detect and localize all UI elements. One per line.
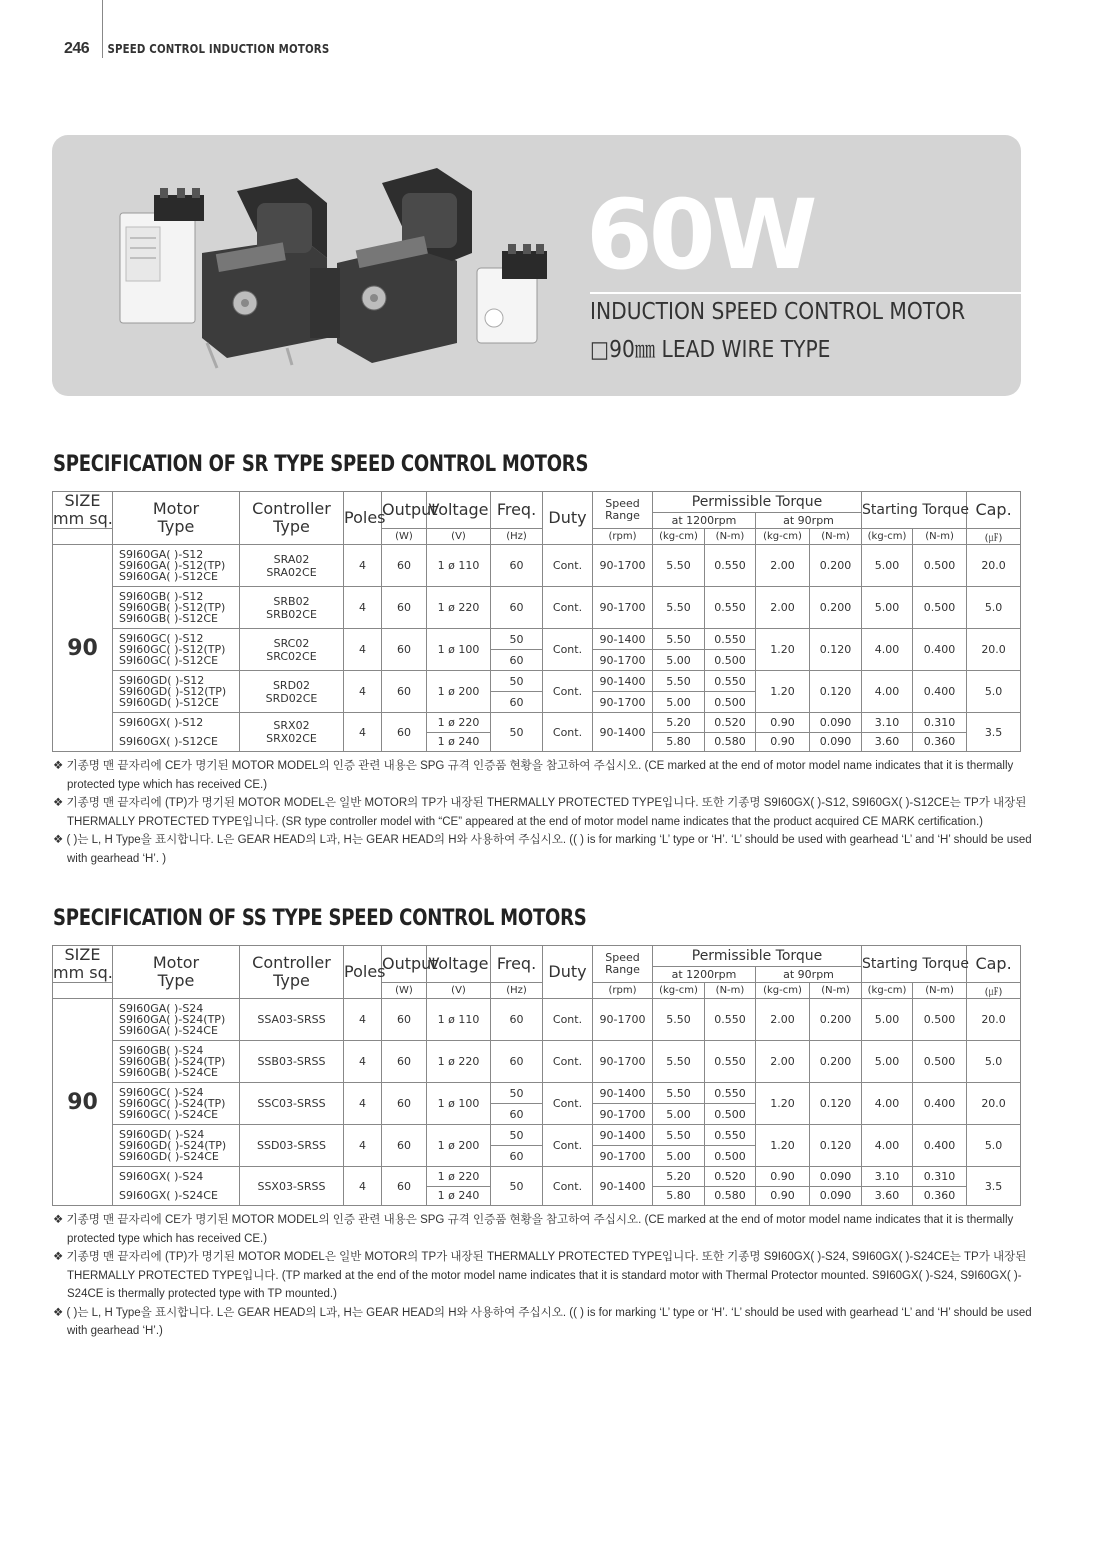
starting-kgcm: 4.00 [862, 629, 913, 671]
capacitor: 5.0 [967, 1041, 1021, 1083]
note-item: ❖ 기종명 맨 끝자리에 CE가 명기된 MOTOR MODEL의 인증 관련 내용은 SPG 규격 인증품 현황을 참고하여 주십시오. (CE marked at the end of motor model name indicates that it is thermally protected type which has received CE.) [53, 1214, 1014, 1245]
motor-models: S9I60GC( )-S12 S9I60GC( )-S12(TP) S9I60GC( )-S12CE [113, 629, 240, 671]
controller-model: SSX03-SRSS [240, 1167, 344, 1206]
torque-1200-nm: 0.550 [705, 587, 756, 629]
torque-90-nm: 0.200 [810, 545, 862, 587]
output: 60 [382, 1125, 427, 1167]
starting-kgcm: 4.00 [862, 1083, 913, 1125]
output: 60 [382, 999, 427, 1041]
output: 60 [382, 587, 427, 629]
note-item: ❖ 기종명 맨 끝자리에 CE가 명기된 MOTOR MODEL의 인증 관련 내용은 SPG 규격 인증품 현황을 참고하여 주십시오. (CE marked at the end of motor model name indicates that it is thermally protected type which has received CE.) [53, 760, 1014, 791]
torque-90-kgcm: 2.00 [756, 587, 810, 629]
starting-nm: 0.400 [913, 1083, 967, 1125]
controller-models: SRB02 SRB02CE [240, 587, 344, 629]
poles: 4 [344, 629, 382, 671]
table-row [53, 629, 1021, 650]
torque-90-kgcm: 1.20 [756, 1083, 810, 1125]
col-permissible-torque: Permissible Torque [653, 492, 862, 513]
frequency: 60 [491, 1041, 543, 1083]
unit-hz: (Hz) [491, 529, 543, 545]
capacitor: 20.0 [967, 999, 1021, 1041]
torque-90-nm: 0.200 [810, 587, 862, 629]
speed-range: 90-1400 [593, 671, 653, 692]
table-row [53, 1083, 1021, 1104]
torque-1200-kgcm: 5.00 [653, 650, 705, 671]
torque-1200-kgcm: 5.00 [653, 1104, 705, 1125]
torque-1200-nm: 0.550 [705, 545, 756, 587]
col-motor: Motor Type [113, 946, 240, 999]
starting-nm: 0.500 [913, 1041, 967, 1083]
hero-divider [590, 292, 1021, 294]
torque-1200-nm: 0.500 [705, 650, 756, 671]
frequency: 50 [491, 1125, 543, 1146]
poles: 4 [344, 1167, 382, 1206]
output: 60 [382, 713, 427, 752]
starting-kgcm: 5.00 [862, 587, 913, 629]
controller-models: SRD02 SRD02CE [240, 671, 344, 713]
torque-1200-nm: 0.550 [705, 1125, 756, 1146]
duty: Cont. [543, 1167, 593, 1206]
motor-models: S9I60GA( )-S24 S9I60GA( )-S24(TP) S9I60GA( )-S24CE [113, 999, 240, 1041]
motor-models: S9I60GA( )-S12 S9I60GA( )-S12(TP) S9I60GA( )-S12CE [113, 545, 240, 587]
torque-90-kgcm: 0.90 [756, 713, 810, 733]
ss-section-title: SPECIFICATION OF SS TYPE SPEED CONTROL MOTORS [53, 906, 587, 931]
unit-v: (V) [427, 529, 491, 545]
voltage: 1 ø 200 [427, 1125, 491, 1167]
table-row [53, 1167, 1021, 1187]
col-voltage: Voltage [427, 492, 491, 529]
frequency: 50 [491, 713, 543, 752]
torque-1200-kgcm: 5.50 [653, 671, 705, 692]
controller-left-image [120, 188, 204, 323]
torque-90-nm: 0.200 [810, 1041, 862, 1083]
motor-product-photo [82, 143, 582, 393]
frequency: 60 [491, 545, 543, 587]
note-item: ❖ 기종명 맨 끝자리에 (TP)가 명기된 MOTOR MODEL은 일반 MOTOR의 TP가 내장된 THERMALLY PROTECTED TYPE입니다. 또한 기종명 S9I60GX( )-S12, S9I60GX( )-S12CE는 TP가 내장된 THERMALLY PROTECTED TYPE입니다. (SR type controller model with “CE” appeared at the end of motor model name indicates that the product acquired CE MARK certification.) [53, 797, 1027, 828]
unit-kgcm: (kg-cm) [653, 529, 705, 545]
torque-1200-nm: 0.580 [705, 732, 756, 752]
torque-90-kgcm: 2.00 [756, 999, 810, 1041]
col-starting-torque: Starting Torque [862, 946, 967, 983]
col-at-1200rpm: at 1200rpm [653, 513, 756, 529]
capacitor: 5.0 [967, 671, 1021, 713]
duty: Cont. [543, 713, 593, 752]
unit-rpm: (rpm) [593, 983, 653, 999]
starting-kgcm: 5.00 [862, 1041, 913, 1083]
starting-nm: 0.360 [913, 732, 967, 752]
starting-nm: 0.400 [913, 629, 967, 671]
col-freq: Freq. [491, 946, 543, 983]
voltage: 1 ø 240 [427, 732, 491, 752]
unit-kgcm: (kg-cm) [653, 983, 705, 999]
col-permissible-torque: Permissible Torque [653, 946, 862, 967]
motor-models: S9I60GD( )-S12 S9I60GD( )-S12(TP) S9I60GD( )-S12CE [113, 671, 240, 713]
torque-1200-nm: 0.550 [705, 1041, 756, 1083]
torque-90-nm: 0.090 [810, 732, 862, 752]
col-size-unit [53, 529, 113, 545]
starting-kgcm: 3.10 [862, 1167, 913, 1187]
unit-nm: (N-m) [705, 529, 756, 545]
frequency: 50 [491, 1083, 543, 1104]
col-speed: Speed Range [593, 946, 653, 983]
speed-range: 90-1700 [593, 999, 653, 1041]
col-freq: Freq. [491, 492, 543, 529]
capacitor: 5.0 [967, 1125, 1021, 1167]
col-size-unit [53, 983, 113, 999]
col-cap: Cap. [967, 946, 1021, 983]
torque-1200-kgcm: 5.20 [653, 713, 705, 733]
unit-kgcm: (kg-cm) [756, 983, 810, 999]
torque-90-nm: 0.120 [810, 629, 862, 671]
unit-hz: (Hz) [491, 983, 543, 999]
col-at-1200rpm: at 1200rpm [653, 967, 756, 983]
torque-1200-kgcm: 5.80 [653, 732, 705, 752]
speed-range: 90-1400 [593, 1167, 653, 1206]
starting-nm: 0.310 [913, 1167, 967, 1187]
header-divider [102, 0, 103, 58]
frequency: 60 [491, 999, 543, 1041]
controller-models: SRX02 SRX02CE [240, 713, 344, 752]
duty: Cont. [543, 629, 593, 671]
speed-range: 90-1400 [593, 1125, 653, 1146]
size-value: 90 [53, 545, 113, 752]
col-poles: Poles [344, 492, 382, 545]
torque-1200-nm: 0.520 [705, 713, 756, 733]
torque-1200-kgcm: 5.50 [653, 999, 705, 1041]
speed-range: 90-1700 [593, 1146, 653, 1167]
unit-w: (W) [382, 983, 427, 999]
col-controller: Controller Type [240, 946, 344, 999]
starting-nm: 0.500 [913, 587, 967, 629]
starting-nm: 0.500 [913, 545, 967, 587]
torque-90-kgcm: 1.20 [756, 671, 810, 713]
capacitor: 5.0 [967, 587, 1021, 629]
torque-90-nm: 0.090 [810, 713, 862, 733]
frequency: 60 [491, 650, 543, 671]
torque-1200-kgcm: 5.50 [653, 545, 705, 587]
torque-90-nm: 0.120 [810, 671, 862, 713]
sr-spec-table [52, 491, 1021, 752]
starting-kgcm: 3.60 [862, 732, 913, 752]
voltage: 1 ø 110 [427, 999, 491, 1041]
unit-kgcm: (kg-cm) [862, 529, 913, 545]
hero-subtitle-size: □90㎜ LEAD WIRE TYPE [590, 337, 831, 363]
voltage: 1 ø 240 [427, 1186, 491, 1206]
poles: 4 [344, 671, 382, 713]
capacitor: 3.5 [967, 713, 1021, 752]
unit-kgcm: (kg-cm) [862, 983, 913, 999]
torque-90-nm: 0.090 [810, 1186, 862, 1206]
hero-banner [52, 135, 1021, 396]
torque-90-kgcm: 0.90 [756, 732, 810, 752]
col-speed: Speed Range [593, 492, 653, 529]
hero-subtitle: INDUCTION SPEED CONTROL MOTOR [590, 299, 966, 325]
torque-1200-kgcm: 5.50 [653, 1041, 705, 1083]
ss-spec-table [52, 945, 1021, 1206]
col-poles: Poles [344, 946, 382, 999]
table-row [53, 713, 1021, 733]
duty: Cont. [543, 999, 593, 1041]
note-item: ❖ ( )는 L, H Type을 표시합니다. L은 GEAR HEAD의 L과, H는 GEAR HEAD의 H와 사용하여 주십시오. (( ) is for marking ‘L’ type or ‘H’. ‘L’ should be used with gearhead ‘L’ and ‘H’ should be used with gearhead ‘H’.) [53, 1306, 1032, 1337]
output: 60 [382, 1041, 427, 1083]
unit-uf: (㎌) [967, 983, 1021, 999]
torque-1200-kgcm: 5.50 [653, 629, 705, 650]
motor-models: S9I60GB( )-S24 S9I60GB( )-S24(TP) S9I60GB( )-S24CE [113, 1041, 240, 1083]
unit-nm: (N-m) [810, 529, 862, 545]
voltage: 1 ø 220 [427, 1167, 491, 1187]
output: 60 [382, 545, 427, 587]
frequency: 60 [491, 587, 543, 629]
starting-nm: 0.400 [913, 671, 967, 713]
torque-90-nm: 0.120 [810, 1125, 862, 1167]
col-starting-torque: Starting Torque [862, 492, 967, 529]
note-item: ❖ 기종명 맨 끝자리에 (TP)가 명기된 MOTOR MODEL은 일반 MOTOR의 TP가 내장된 THERMALLY PROTECTED TYPE입니다. 또한 기종명 S9I60GX( )-S24, S9I60GX( )-S24CE는 TP가 내장된 THERMALLY PROTECTED TYPE입니다. (TP marked at the end of the motor model name indicates that it is standard motor with Thermal Protector mounted. S9I60GX( )-S24, S9I60GX( )-S24CE is thermally protected type with TP mounted.) [53, 1251, 1027, 1300]
speed-range: 90-1700 [593, 650, 653, 671]
duty: Cont. [543, 671, 593, 713]
motor-left-image [202, 178, 327, 368]
torque-1200-nm: 0.550 [705, 1083, 756, 1104]
col-duty: Duty [543, 946, 593, 999]
col-cap: Cap. [967, 492, 1021, 529]
col-size: SIZE mm sq. [53, 491, 113, 528]
controller-model: SSD03-SRSS [240, 1125, 344, 1167]
output: 60 [382, 671, 427, 713]
motor-models: S9I60GB( )-S12 S9I60GB( )-S12(TP) S9I60GB( )-S12CE [113, 587, 240, 629]
motor-models: S9I60GX( )-S24 S9I60GX( )-S24CE [113, 1167, 240, 1206]
motor-right-image [310, 168, 472, 363]
frequency: 60 [491, 1146, 543, 1167]
controller-models: SRA02 SRA02CE [240, 545, 344, 587]
torque-90-kgcm: 2.00 [756, 1041, 810, 1083]
frequency: 50 [491, 1167, 543, 1206]
duty: Cont. [543, 545, 593, 587]
controller-model: SSB03-SRSS [240, 1041, 344, 1083]
capacitor: 20.0 [967, 629, 1021, 671]
frequency: 50 [491, 629, 543, 650]
unit-kgcm: (kg-cm) [756, 529, 810, 545]
sr-notes [53, 757, 1043, 868]
speed-range: 90-1400 [593, 713, 653, 752]
table-row [53, 1125, 1021, 1146]
col-size: SIZE mm sq. [53, 945, 113, 982]
poles: 4 [344, 1041, 382, 1083]
motor-models: S9I60GD( )-S24 S9I60GD( )-S24(TP) S9I60GD( )-S24CE [113, 1125, 240, 1167]
voltage: 1 ø 100 [427, 629, 491, 671]
speed-range: 90-1700 [593, 1041, 653, 1083]
voltage: 1 ø 220 [427, 1041, 491, 1083]
poles: 4 [344, 1083, 382, 1125]
torque-1200-kgcm: 5.50 [653, 587, 705, 629]
starting-nm: 0.400 [913, 1125, 967, 1167]
speed-range: 90-1700 [593, 545, 653, 587]
col-controller: Controller Type [240, 492, 344, 545]
torque-1200-kgcm: 5.00 [653, 692, 705, 713]
table-row [53, 587, 1021, 629]
torque-90-nm: 0.090 [810, 1167, 862, 1187]
torque-90-kgcm: 0.90 [756, 1167, 810, 1187]
starting-nm: 0.310 [913, 713, 967, 733]
torque-1200-nm: 0.520 [705, 1167, 756, 1187]
duty: Cont. [543, 1083, 593, 1125]
sr-section-title: SPECIFICATION OF SR TYPE SPEED CONTROL MOTORS [53, 452, 589, 477]
output: 60 [382, 1167, 427, 1206]
size-value: 90 [53, 999, 113, 1206]
poles: 4 [344, 545, 382, 587]
controller-right-image [477, 244, 547, 343]
poles: 4 [344, 587, 382, 629]
col-at-90rpm: at 90rpm [756, 513, 862, 529]
starting-kgcm: 3.10 [862, 713, 913, 733]
torque-90-kgcm: 2.00 [756, 545, 810, 587]
poles: 4 [344, 1125, 382, 1167]
starting-nm: 0.360 [913, 1186, 967, 1206]
torque-1200-nm: 0.500 [705, 1104, 756, 1125]
frequency: 60 [491, 692, 543, 713]
col-at-90rpm: at 90rpm [756, 967, 862, 983]
col-duty: Duty [543, 492, 593, 545]
starting-kgcm: 4.00 [862, 671, 913, 713]
poles: 4 [344, 999, 382, 1041]
table-row [53, 999, 1021, 1041]
output: 60 [382, 1083, 427, 1125]
speed-range: 90-1400 [593, 1083, 653, 1104]
torque-1200-kgcm: 5.20 [653, 1167, 705, 1187]
torque-1200-nm: 0.550 [705, 671, 756, 692]
torque-1200-kgcm: 5.80 [653, 1186, 705, 1206]
table-row [53, 545, 1021, 587]
torque-1200-nm: 0.500 [705, 1146, 756, 1167]
unit-w: (W) [382, 529, 427, 545]
ss-notes [53, 1211, 1043, 1341]
duty: Cont. [543, 587, 593, 629]
voltage: 1 ø 200 [427, 671, 491, 713]
motor-models: S9I60GC( )-S24 S9I60GC( )-S24(TP) S9I60GC( )-S24CE [113, 1083, 240, 1125]
power-rating: 60W [586, 179, 814, 291]
motor-models: S9I60GX( )-S12 S9I60GX( )-S12CE [113, 713, 240, 752]
speed-range: 90-1700 [593, 587, 653, 629]
page-header [64, 38, 370, 60]
frequency: 60 [491, 1104, 543, 1125]
section-name: SPEED CONTROL INDUCTION MOTORS [107, 42, 330, 56]
capacitor: 20.0 [967, 1083, 1021, 1125]
unit-nm: (N-m) [705, 983, 756, 999]
torque-1200-kgcm: 5.50 [653, 1083, 705, 1104]
page-number: 246 [64, 40, 90, 57]
poles: 4 [344, 713, 382, 752]
frequency: 50 [491, 671, 543, 692]
col-voltage: Voltage [427, 946, 491, 983]
output: 60 [382, 629, 427, 671]
capacitor: 20.0 [967, 545, 1021, 587]
unit-uf: (㎌) [967, 529, 1021, 545]
torque-1200-kgcm: 5.50 [653, 1125, 705, 1146]
capacitor: 3.5 [967, 1167, 1021, 1206]
torque-1200-nm: 0.550 [705, 629, 756, 650]
table-row [53, 1041, 1021, 1083]
torque-90-nm: 0.120 [810, 1083, 862, 1125]
controller-model: SSC03-SRSS [240, 1083, 344, 1125]
unit-nm: (N-m) [913, 529, 967, 545]
voltage: 1 ø 100 [427, 1083, 491, 1125]
starting-nm: 0.500 [913, 999, 967, 1041]
torque-90-kgcm: 0.90 [756, 1186, 810, 1206]
starting-kgcm: 5.00 [862, 999, 913, 1041]
unit-rpm: (rpm) [593, 529, 653, 545]
unit-nm: (N-m) [913, 983, 967, 999]
col-output: Output [382, 492, 427, 529]
duty: Cont. [543, 1125, 593, 1167]
starting-kgcm: 5.00 [862, 545, 913, 587]
torque-1200-kgcm: 5.00 [653, 1146, 705, 1167]
torque-90-nm: 0.200 [810, 999, 862, 1041]
starting-kgcm: 3.60 [862, 1186, 913, 1206]
speed-range: 90-1700 [593, 1104, 653, 1125]
torque-1200-nm: 0.580 [705, 1186, 756, 1206]
col-output: Output [382, 946, 427, 983]
torque-90-kgcm: 1.20 [756, 1125, 810, 1167]
voltage: 1 ø 220 [427, 713, 491, 733]
torque-1200-nm: 0.550 [705, 999, 756, 1041]
table-row [53, 671, 1021, 692]
voltage: 1 ø 220 [427, 587, 491, 629]
col-motor: Motor Type [113, 492, 240, 545]
controller-models: SRC02 SRC02CE [240, 629, 344, 671]
unit-v: (V) [427, 983, 491, 999]
torque-90-kgcm: 1.20 [756, 629, 810, 671]
duty: Cont. [543, 1041, 593, 1083]
note-item: ❖ ( )는 L, H Type을 표시합니다. L은 GEAR HEAD의 L과, H는 GEAR HEAD의 H와 사용하여 주십시오. (( ) is for marking ‘L’ type or ‘H’. ‘L’ should be used with gearhead ‘L’ and ‘H’ should be used with gearhead ‘H’. ) [53, 834, 1032, 865]
speed-range: 90-1400 [593, 629, 653, 650]
voltage: 1 ø 110 [427, 545, 491, 587]
torque-1200-nm: 0.500 [705, 692, 756, 713]
speed-range: 90-1700 [593, 692, 653, 713]
controller-model: SSA03-SRSS [240, 999, 344, 1041]
starting-kgcm: 4.00 [862, 1125, 913, 1167]
unit-nm: (N-m) [810, 983, 862, 999]
